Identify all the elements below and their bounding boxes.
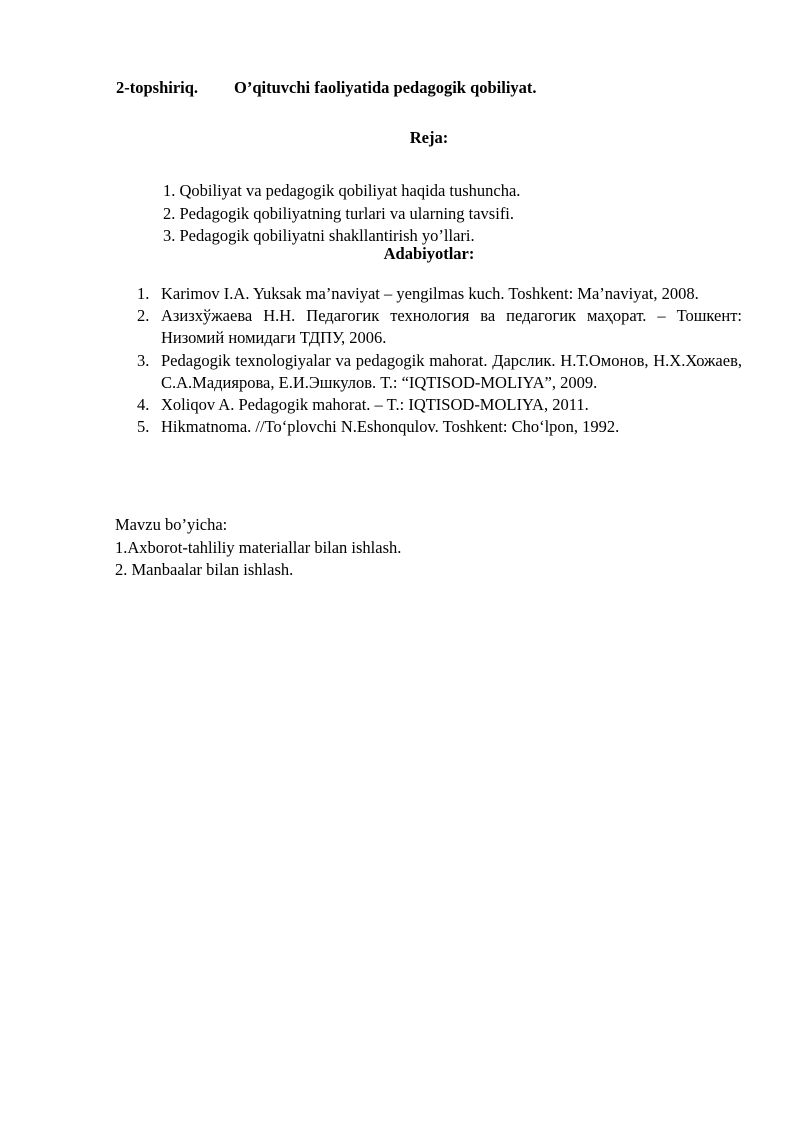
references-list [137, 283, 742, 438]
reference-item [137, 416, 742, 438]
reference-text: Karimov I.A. Yuksak ma’naviyat – yengilmas kuch. Toshkent: Ma’naviyat, 2008. [161, 284, 699, 303]
topic-heading: Mavzu bo’yicha: [115, 515, 228, 534]
plan-title: Reja: [409, 128, 449, 147]
topic-item: 1.Axborot-tahliliy materiallar bilan ishlash. [115, 537, 402, 557]
reference-item [137, 305, 742, 349]
reference-number: 1. [137, 284, 150, 303]
task-number: 2-topshiriq. [116, 78, 199, 97]
reference-text: Азизхўжаева Н.Н. Педагогик технология ва педагогик маҳорат. – Тошкент: Низомий номидаги ТДПУ, 2006. [161, 306, 742, 348]
reference-item [137, 283, 742, 305]
reference-item [137, 350, 742, 394]
reference-number: 2. [137, 306, 150, 326]
plan-item: 1. Qobiliyat va pedagogik qobiliyat haqida tushuncha. [163, 181, 521, 200]
references-title: Adabiyotlar: [383, 244, 475, 263]
reference-number: 4. [137, 395, 150, 415]
plan-item: 2. Pedagogik qobiliyatning turlari va ularning tavsifi. [163, 203, 515, 223]
task-header [116, 78, 537, 98]
task-title: O’qituvchi faoliyatida pedagogik qobiliyat. [234, 78, 537, 97]
topic-block [115, 514, 401, 582]
reference-text: Hikmatnoma. //To‘plovchi N.Eshonqulov. Toshkent: Cho‘lpon, 1992. [161, 417, 620, 437]
reference-item [137, 394, 742, 416]
plan-list [163, 180, 520, 248]
topic-item: 2. Manbaalar bilan ishlash. [115, 560, 294, 579]
reference-number: 5. [137, 417, 150, 437]
reference-text: Xoliqov A. Pedagogik mahorat. – T.: IQTISOD-MOLIYA, 2011. [161, 395, 589, 415]
plan-item: 3. Pedagogik qobiliyatni shakllantirish yo’llari. [163, 226, 475, 245]
reference-text: Pedagogik texnologiyalar va pedagogik mahorat. Дарслик. Н.Т.Омонов, Н.Х.Хожаев, С.А.Мадиярова, Е.И.Эшкулов. Т.: “IQTISOD-MOLIYA”, 2009. [161, 350, 742, 392]
reference-number: 3. [137, 350, 150, 370]
